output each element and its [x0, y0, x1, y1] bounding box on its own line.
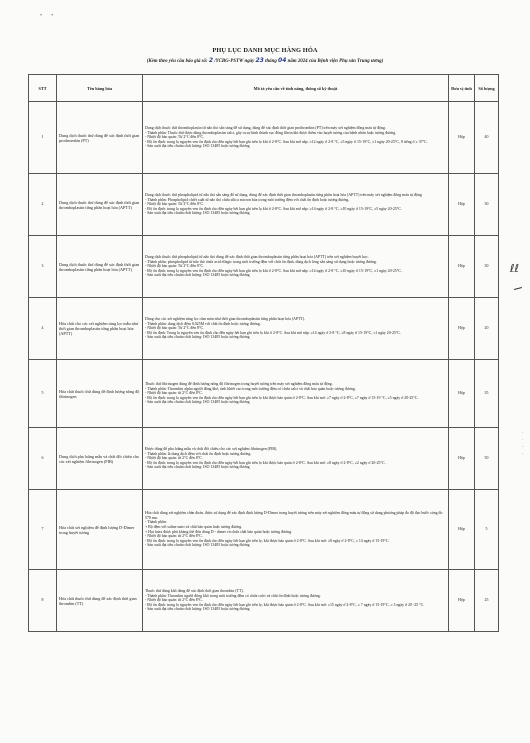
desc-line: Thuốc thử fibrinogen dùng để định lượng nồng độ fibrinogen trong huyết tương trên máy xét nghiệm đông máu tự động. — [145, 382, 333, 387]
row-desc — [143, 298, 449, 360]
desc-line: - Thành phần: Thrombin alpha người đông khô, tinh khiết cao trong môi trường đệm có chứa calci và chất bảo quản hoặc tương đương. — [145, 386, 356, 391]
desc-line: Được dùng để pha loãng mẫu và chất đối chiếu cho các xét nghiệm fibrinogen (FIB). — [145, 447, 278, 452]
desc-line: Hóa chất dùng xét nghiệm chẩn đoán, được sử dụng để xác định định lượng D-Dimer trong huyết tương trên máy xét nghiệm đông máu tự động sử dụng phương pháp đo độ đục bước sóng đo 570 nm. — [145, 511, 443, 520]
desc-line: - Độ ổn định: trong lọ nguyên ven ổn định cho đến ngày hết hạn ghi trên lọ, khi được bảo quản ở 2-8°C. Sau khi mở: ≥15 ngày ở 2-8°C, ≥ 7 ngày ở 15-19°C, ≥ 3 ngày ở 20 -25 °C. — [145, 602, 425, 607]
row-stt: 2 — [29, 174, 57, 236]
desc-line: - Thành phần: dung dịch đệm 0,025M với chất ổn định hoặc tương đương. — [145, 321, 261, 326]
header-qty: Số lượng — [475, 75, 499, 102]
table-row — [29, 360, 499, 428]
row-qty: 5 — [475, 490, 499, 570]
desc-line: - Nhiệt độ bảo quản: Từ 2°C đến 8°C. — [145, 202, 205, 207]
desc-line: - Nhiệt độ bảo quản: từ 2°C đến 8°C. — [145, 534, 203, 539]
table-row — [29, 102, 499, 174]
row-desc — [143, 570, 449, 632]
subtitle-prefix: (Kèm theo yêu cầu báo giá số: — [146, 59, 208, 64]
row-stt: 5 — [29, 360, 57, 428]
desc-line: - Nhiệt độ bảo quản: Từ 2°C đến 8°C. — [145, 326, 205, 331]
desc-line: - Nhiệt độ bảo quản: từ 2°C đến 8°C. — [145, 456, 203, 461]
row-unit: Hộp — [449, 490, 475, 570]
row-desc — [143, 236, 449, 298]
row-desc — [143, 428, 449, 490]
row-name: Hóa chất cho các xét nghiệm sàng lọc mẫu như thời gian thromboplastin từng phần hoạt hóa (APTT) — [57, 298, 143, 360]
row-name: Dung dịch pha loãng mẫu và chất đối chiếu cho các xét nghiệm fibrinogen (FIB) — [57, 428, 143, 490]
desc-line: - Sản xuất đạt tiêu chuẩn chất lượng: ISO 13485 hoặc tương đương — [145, 400, 250, 405]
row-stt: 6 — [29, 428, 57, 490]
table-row — [29, 428, 499, 490]
desc-line: - Độ ổn định: Trong lọ nguyên ven ổn định cho đến ngày hết hạn ghi trên lọ khi ở 2-8°C. Sau khi mở nắp: ≥14 ngày ở 2-8 °C, ≥8 ngày ở 15-19°C, ≥1 ngày 20-25°C. — [145, 330, 402, 335]
row-qty: 30 — [475, 236, 499, 298]
row-stt: 1 — [29, 102, 57, 174]
row-unit: Hộp — [449, 236, 475, 298]
edge-stamp-dots: · · · · — [522, 431, 524, 457]
desc-line: + Hạt latex được phủ kháng thể đơn dòng D - dimer và chứa chất bảo quản hoặc tương đương. — [145, 529, 292, 534]
row-stt: 4 — [29, 298, 57, 360]
row-unit: Hộp — [449, 298, 475, 360]
row-name: Hóa chất xét nghiệm để định lượng D-Dimer trong huyết tương — [57, 490, 143, 570]
row-qty: 40 — [475, 102, 499, 174]
desc-line: - Thành phần: Phospholipid chiết xuất từ não thỏ chứa silica micron hóa trong môi trường đệm với chất ổn định hoặc tương đương. — [145, 197, 350, 202]
desc-line: - Nhiệt độ bảo quản: Từ 2°C đến 8°C. — [145, 264, 205, 269]
row-unit: Hộp — [449, 428, 475, 490]
desc-line: Dung dịch thuốc thử thromboplastin từ não thỏ sẵn sàng để sử dụng, dùng để xác định thời gian prothrombin (PT) trên máy xét nghiệm đông máu tự động. — [145, 126, 386, 131]
row-qty: 30 — [475, 174, 499, 236]
desc-line: - Độ ổn định: trong lọ nguyên ven ổn định cho đến ngày hết hạn ghi trên lọ khi ở 2-8°C. Sau khi mở nắp: ≥14 ngày ở 2-8 °C, ≥10 ngày ở 15-19°C, ≥1 ngày 20-25°C. — [145, 268, 402, 273]
subtitle-month-label: tháng — [265, 59, 277, 64]
scan-dots: • • — [40, 13, 54, 19]
row-qty: 25 — [475, 570, 499, 632]
row-stt: 3 — [29, 236, 57, 298]
header-unit: Đơn vị tính — [449, 75, 475, 102]
row-desc — [143, 490, 449, 570]
page-title: PHỤ LỤC DANH MỤC HÀNG HÓA — [212, 47, 318, 54]
desc-line: - Thành phần: — [145, 520, 167, 525]
desc-line: - Thành phần: phospholipid từ não thỏ chứa acid ellagic trong môi trường đệm với chất ổn định, dùng dịch lỏng sẵn sàng sử dụng hoặc tương đương. — [145, 259, 377, 264]
desc-line: - Sản xuất đạt tiêu chuẩn chất lượng: ISO 13485 hoặc tương đương — [145, 607, 250, 612]
row-desc — [143, 102, 449, 174]
row-unit: Hộp — [449, 360, 475, 428]
row-qty: 50 — [475, 428, 499, 490]
desc-line: Dùng cho các xét nghiệm sàng lọc cầm máu như thời gian thromboplastin từng phần hoạt hóa (APTT). — [145, 317, 306, 322]
desc-line: - Sản xuất đạt tiêu chuẩn chất lượng: ISO 13485 hoặc tương đương — [145, 273, 250, 278]
desc-line: - Độ ổn định: trong lọ nguyên ven ổn định cho đến ngày hết hạn ghi trên lọ khi ở 2-8°C. Sau khi mở nắp: ≥12 ngày ở 2-8 °C, ≥5 ngày ở 15-19°C, ≥1 ngày 20-25°C, 8 tiếng ở ≥ 37°C. — [145, 139, 428, 144]
row-unit: Hộp — [449, 174, 475, 236]
row-name: Hóa chất thuốc thử dùng để định lượng nồng độ fibrinogen — [57, 360, 143, 428]
desc-line: Dung dịch thuốc thử phospholipid từ não thỏ dùng để xác định thời gian thromboplastin từng phần hoạt hóa (APTT) trên xét nghiệm huyết học. — [145, 255, 369, 260]
desc-line: - Độ ổn định: trong lọ nguyên ven ổn định cho đến ngày hết hạn ghi trên lọ khi được bảo quản ở 2-8°C. Sau khi mở: ≥7 ngày ở 2-8°C, ≥7 ngày ở 15-19 °C, ≥5 ngày ở 20-25°C. — [145, 395, 419, 400]
desc-line: - Độ ổn định: trong lọ nguyên ven ổn định cho đến ngày hết hạn ghi trên lọ khi ở 2-8°C. Sau khi mở nắp: ≥14 ngày ở 2-8 °C, ≥10 ngày ở 15-19°C, ≥5 ngày 20-25°C. — [145, 206, 402, 211]
header-desc: Mô tả yêu cầu về tính năng, thông số kỹ thuật — [143, 75, 449, 102]
row-stt: 7 — [29, 490, 57, 570]
desc-line: - Thành phần: Thuốc thử được dùng thromboplastin calci, gây ra sự hình thành cục đông fibrin khi được thêm vào huyết tương của bệnh nhân hoặc tương đương. — [145, 130, 397, 135]
desc-line: - Độ ổn định: trong lọ nguyên ven ổn định cho đến ngày hết hạn ghi trên lọ, khi được bảo quản ở 2-8°C. Sau khi mở: ≥8 ngày ở 2-8°C, ≥ 14 ngày ở 15-19°C. — [145, 538, 390, 543]
table-row — [29, 570, 499, 632]
desc-line: - Thành phần: Thrombin người đông khô trong môi trường đệm có chứa calci và chất ổn định hoặc tương đương. — [145, 593, 321, 598]
desc-line: - Độ ổn định: trong lọ nguyên ven ổn định cho đến ngày hết hạn ghi trên lọ khi được bảo quản ở 2-8°C. Sau khi mở: ≥8 ngày ở 2-8°C, ≥2 ngày ở 20-25°C. — [145, 460, 386, 465]
row-desc — [143, 360, 449, 428]
margin-dash-mark — [514, 287, 522, 290]
desc-line: - Nhiệt độ bảo quản: Từ 2°C đến 8°C. — [145, 135, 205, 140]
row-unit: Hộp — [449, 570, 475, 632]
table-row — [29, 298, 499, 360]
subtitle-middle: /YCBG-PSTW ngày — [214, 59, 255, 64]
row-unit: Hộp — [449, 102, 475, 174]
handwritten-number: 2 — [208, 57, 214, 64]
goods-table — [28, 74, 499, 632]
row-qty: 20 — [475, 298, 499, 360]
row-name: Dung dịch thuốc thử dùng để xác định thời gian prothrombin (PT) — [57, 102, 143, 174]
desc-line: - Nhiệt độ bảo quản: từ 2°C đến 8°C. — [145, 391, 203, 396]
desc-line: + Bộ đệm với saline natri và chất bảo quản hoặc tương đương. — [145, 524, 243, 529]
desc-line: - Sản xuất đạt tiêu chuẩn chất lượng: ISO 13485 hoặc tương đương — [145, 465, 250, 470]
desc-line: - Thành phần: là dung dịch đệm với chất ổn định hoặc tương đương. — [145, 451, 252, 456]
row-name: Dung dịch thuốc thử dùng để xác định thời gian thromboplastin từng phần hoạt hóa (APTT) — [57, 236, 143, 298]
desc-line: Thuốc thử dùng khô dùng để xác định thời gian thrombin (TT). — [145, 589, 244, 594]
desc-line: - Sản xuất đạt tiêu chuẩn chất lượng: ISO 13485 hoặc tương đương — [145, 144, 250, 149]
table-header-row — [29, 75, 499, 102]
desc-line: - Sản xuất đạt tiêu chuẩn chất lượng: ISO 13485 hoặc tương đương — [145, 211, 250, 216]
page-subtitle — [0, 57, 530, 64]
handwritten-day: 23 — [255, 57, 264, 64]
table-row — [29, 490, 499, 570]
margin-handwritten-mark: ℓℓ — [510, 262, 520, 275]
row-qty: 35 — [475, 360, 499, 428]
table-row — [29, 174, 499, 236]
handwritten-month: 04 — [278, 57, 287, 64]
desc-line: Dung dịch thuốc thử phospholipid từ não thỏ sẵn sàng để sử dụng, dùng để xác định thời gian thromboplastin từng phần hoạt hóa (APTT) trên máy xét nghiệm đông máu tự động — [145, 193, 422, 198]
row-name: Hóa chất thuốc thử dùng để xác định thời gian thrombin (TT) — [57, 570, 143, 632]
desc-line: - Nhiệt độ bảo quản: từ 2°C đến 8°C. — [145, 598, 203, 603]
table-row — [29, 236, 499, 298]
desc-line: - Sản xuất đạt tiêu chuẩn chất lượng: ISO 13485 hoặc tương đương — [145, 543, 250, 548]
row-name: Dung dịch thuốc thử dùng để xác định thời gian thromboplastin từng phần hoạt hóa (APTT) — [57, 174, 143, 236]
desc-line: - Sản xuất đạt tiêu chuẩn chất lượng: ISO 13485 hoặc tương đương — [145, 335, 250, 340]
row-desc — [143, 174, 449, 236]
subtitle-suffix: năm 2024 của Bệnh viện Phụ sản Trung ương) — [287, 59, 384, 64]
header-name: Tên hàng hóa — [57, 75, 143, 102]
header-stt: STT — [29, 75, 57, 102]
row-stt: 8 — [29, 570, 57, 632]
